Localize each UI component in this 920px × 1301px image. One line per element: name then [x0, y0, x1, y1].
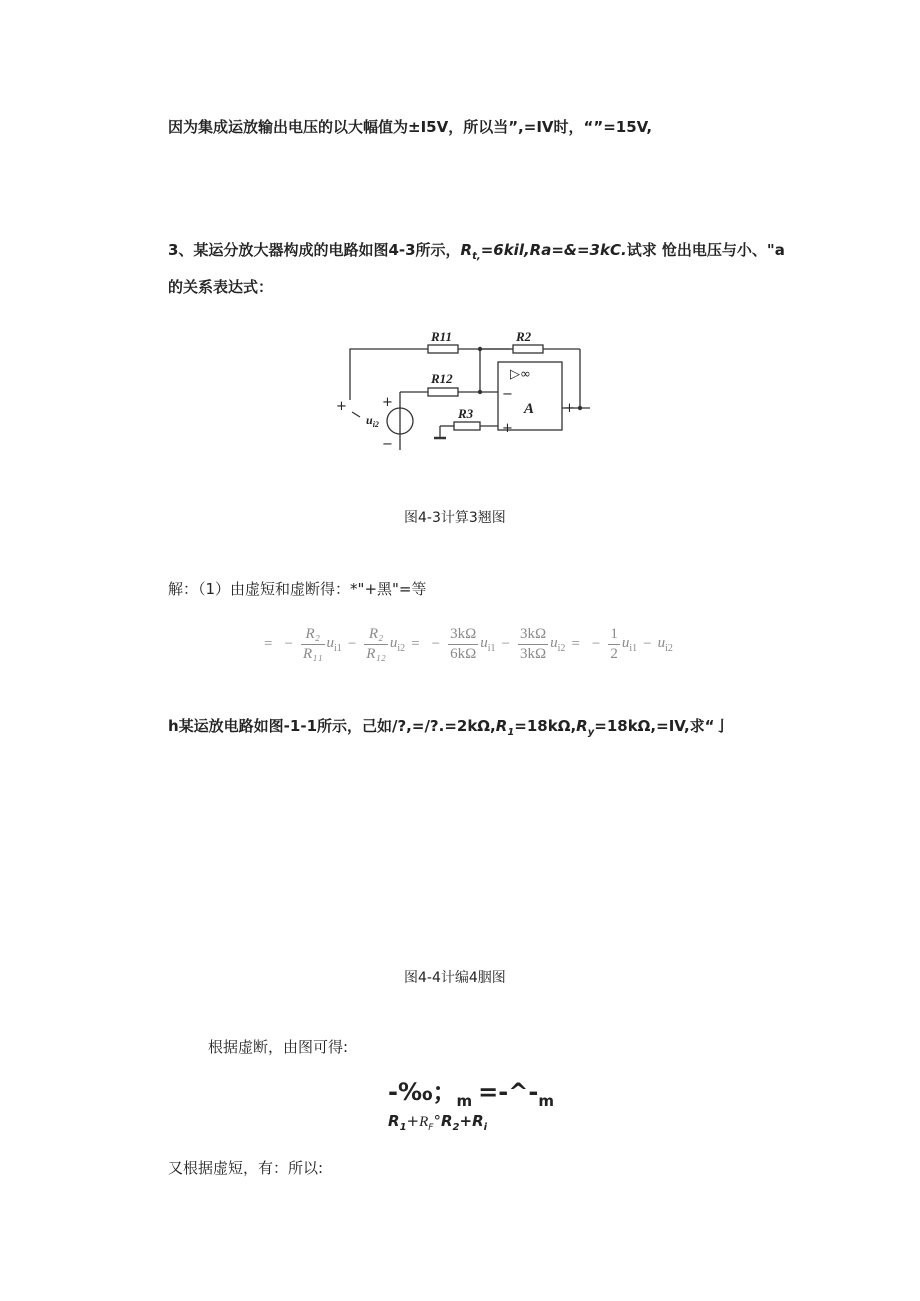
problem-3-prefix: 3、某运分放大器构成的电路如图4-3所示，	[168, 241, 461, 259]
figure-caption-4-4: 图4-4计编4胭图	[404, 970, 506, 986]
junction-dot	[578, 406, 582, 410]
label-plus-left: +	[336, 399, 347, 414]
label-amp-symbol: ▷∞	[510, 367, 531, 382]
fraction: $\frac{\text{R₂}}{\text{R₁₁}}$	[302, 626, 323, 662]
label-minus-input: −	[502, 387, 513, 402]
junction-dot	[478, 347, 482, 351]
figure-caption-4-3: 图4-3计算3翘图	[404, 510, 506, 526]
rparam-subscript: t,	[472, 251, 481, 262]
resistor-r3	[454, 422, 480, 430]
fraction: $\frac{\text{R₂}}{\text{R₁₂}}$	[366, 626, 386, 662]
solution-line: 解：（1）由虚短和虚断得：*"+黑"=等	[168, 580, 427, 598]
label-r12: R12	[431, 371, 453, 386]
problem-3-statement	[168, 240, 785, 267]
circuit-diagram	[330, 320, 600, 460]
label-r3: R3	[458, 406, 474, 421]
formula-2-line-2: $R_1+R_F^\circ R_2+R_i$	[388, 1112, 488, 1133]
basis-virtual-open: 根据虚断，由图可得:	[208, 1038, 349, 1056]
label-plus-output: +	[564, 401, 575, 416]
problem-3-suffix: 试求 怆出电压与小、"a	[626, 241, 785, 259]
problem-4-statement: h某运放电路如图-1-1所示，己如$/?,=/?.=2k\Omega,R_1=18k\Omega,R_y=18k\Omega,=IV$,求“亅	[168, 717, 730, 738]
resistor-r11	[428, 345, 458, 353]
paragraph-max-output: 因为集成运放输出电压的以大幅值为±I5V，所以当”,=IV时，“”=15V,	[168, 118, 653, 136]
rparam-values: =6kil,Ra=&=3kC.	[480, 241, 627, 259]
label-source-minus: −	[382, 437, 393, 452]
resistor-r2	[513, 345, 543, 353]
label-source-plus: +	[382, 395, 393, 410]
label-plus-input: +	[502, 421, 513, 436]
problem-3-resistor-params	[460, 241, 627, 262]
solution-formula: = − $\frac{\text{R₂}}{\text{R₁₁}}$ $u_{i1}$ − $\frac{\text{R₂}}{\text{R₁₂}}$ $u_{i2}$ = − $\frac{3k\Omega}{6k\Omega}$ $u_{i1}$ − $\frac{3k\Omega}{3k\Omega}$ $u_{i2}$ = − $\frac{1}{2}$ $u_{i1} - u_{i2}$	[264, 626, 673, 662]
label-amp: A	[524, 401, 535, 417]
rparam-symbol: R	[460, 241, 473, 259]
fraction: $\frac{3k\Omega}{6k\Omega}$	[450, 626, 477, 662]
fraction: $\frac{3k\Omega}{3k\Omega}$	[520, 626, 547, 662]
problem-4-prefix: h某运放电路如图-1-1所示，己如/?,=/?.=2kΩ,	[168, 717, 496, 735]
problem-3-line-2: 的关系表达式：	[168, 278, 274, 296]
label-r2: R2	[516, 329, 532, 344]
basis-virtual-short: 又根据虚短，有：所以:	[168, 1159, 324, 1177]
label-r11: R11	[431, 329, 452, 344]
label-source: $u_{i2}$	[366, 413, 379, 429]
junction-dot	[478, 390, 482, 394]
resistor-r12	[428, 388, 458, 396]
fraction: $\frac{1}{2}$	[610, 626, 618, 662]
formula-2-line-1: -‰；$_m =-\^{}-_m$	[388, 1078, 554, 1110]
